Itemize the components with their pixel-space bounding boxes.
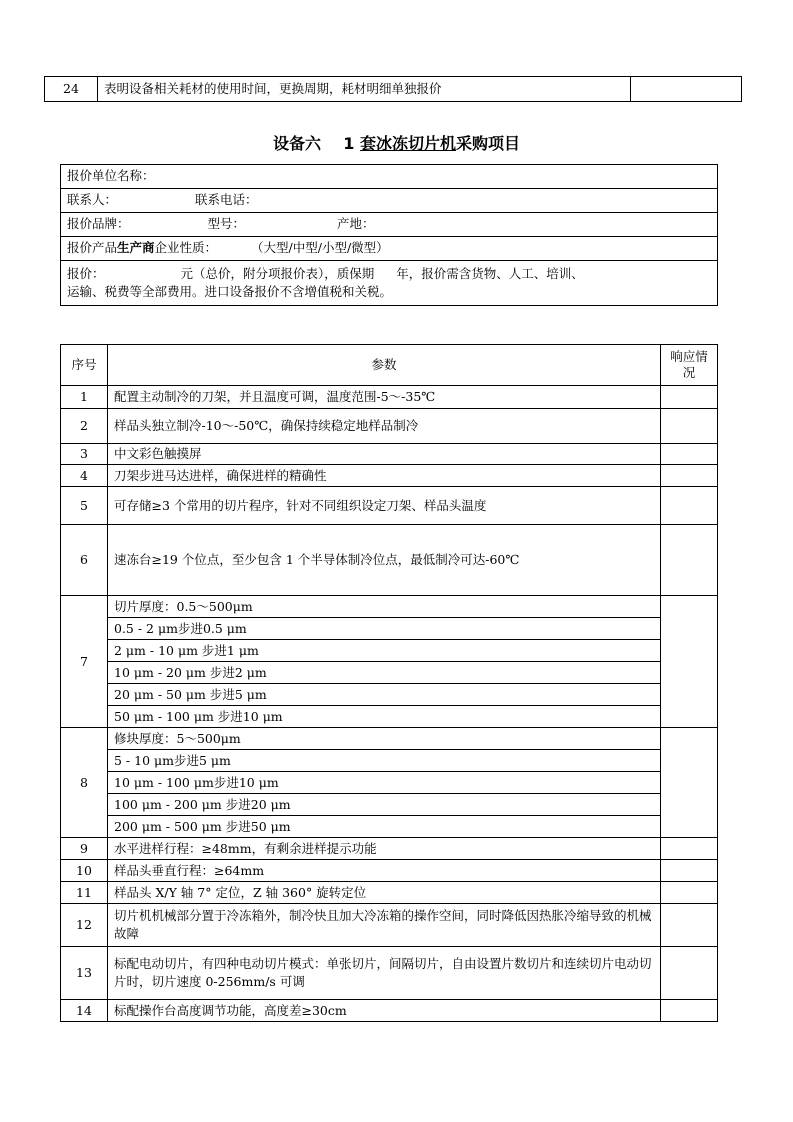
row-number: 11 — [61, 882, 108, 904]
row-number: 13 — [61, 947, 108, 1000]
table-row — [45, 77, 742, 102]
row-number: 7 — [61, 596, 108, 728]
response-cell — [661, 409, 718, 444]
row-number: 2 — [61, 409, 108, 444]
quote-phone: 联系电话： — [195, 192, 258, 208]
row-text: 50 μm - 100 μm 步进10 μm — [108, 706, 661, 728]
quote-contact-row — [61, 189, 718, 213]
row-number: 14 — [61, 1000, 108, 1022]
table-row — [61, 947, 718, 1000]
row-text: 样品头独立制冷-10～-50℃，确保持续稳定地样品制冷 — [108, 409, 661, 444]
table-row — [61, 1000, 718, 1022]
table-row — [61, 794, 718, 816]
table-row — [61, 237, 718, 261]
table-row — [61, 618, 718, 640]
header-no: 序号 — [61, 345, 108, 386]
row-text: 样品头 X/Y 轴 7° 定位，Z 轴 360° 旋转定位 — [108, 882, 661, 904]
table-row — [61, 662, 718, 684]
row-number: 6 — [61, 525, 108, 596]
row-text: 切片厚度：0.5～500μm — [108, 596, 661, 618]
table-row — [61, 261, 718, 306]
response-cell — [661, 1000, 718, 1022]
table-row — [61, 860, 718, 882]
table-row — [61, 165, 718, 189]
row-number: 3 — [61, 444, 108, 465]
table-row — [61, 409, 718, 444]
quote-origin: 产地： — [337, 216, 375, 232]
section-title — [0, 131, 793, 154]
response-cell — [661, 525, 718, 596]
table-row — [61, 465, 718, 487]
quote-form — [60, 164, 718, 306]
title-main: 套冰冻切片机 — [359, 134, 456, 153]
row-text: 可存储≥3 个常用的切片程序，针对不同组织设定刀架、样品头温度 — [108, 487, 661, 525]
row-number: 1 — [61, 386, 108, 409]
row-number: 10 — [61, 860, 108, 882]
previous-spec-table — [44, 76, 742, 102]
table-row — [61, 444, 718, 465]
row-text: 配置主动制冷的刀架，并且温度可调，温度范围-5～-35℃ — [108, 386, 661, 409]
quote-nature-row — [61, 237, 718, 261]
table-row — [61, 838, 718, 860]
row-number: 9 — [61, 838, 108, 860]
row-text: 标配操作台高度调节功能，高度差≥30cm — [108, 1000, 661, 1022]
row-text: 样品头垂直行程：≥64mm — [108, 860, 661, 882]
title-prefix: 设备六 — [272, 134, 321, 153]
quote-brand-row — [61, 213, 718, 237]
quote-nature-c: 企业性质： — [154, 240, 218, 256]
table-row — [61, 684, 718, 706]
table-row — [61, 596, 718, 618]
table-row — [61, 386, 718, 409]
row-number: 8 — [61, 728, 108, 838]
table-row — [61, 640, 718, 662]
row-text: 200 μm - 500 μm 步进50 μm — [108, 816, 661, 838]
row-number: 4 — [61, 465, 108, 487]
row-number: 12 — [61, 904, 108, 947]
header-response — [661, 345, 718, 386]
row-text: 10 μm - 20 μm 步进2 μm — [108, 662, 661, 684]
response-cell — [631, 77, 742, 102]
table-row — [61, 706, 718, 728]
table-row — [61, 816, 718, 838]
quote-brand: 报价品牌： — [67, 216, 130, 232]
response-cell — [661, 904, 718, 947]
quote-unit: 报价单位名称： — [61, 165, 718, 189]
quote-model: 型号： — [207, 216, 246, 232]
quote-price-row — [61, 261, 718, 306]
title-qty: 1 — [343, 134, 355, 153]
table-row — [61, 904, 718, 947]
response-cell — [661, 882, 718, 904]
table-row — [61, 728, 718, 750]
row-text: 水平进样行程：≥48mm，有剩余进样提示功能 — [108, 838, 661, 860]
table-row — [61, 213, 718, 237]
row-text: 修块厚度：5～500μm — [108, 728, 661, 750]
table-row — [61, 750, 718, 772]
quote-price-c: 年，报价需含货物、人工、培训、 — [396, 265, 584, 281]
quote-nature-b: 生产商 — [117, 240, 155, 256]
row-text: 20 μm - 50 μm 步进5 μm — [108, 684, 661, 706]
header-response-1: 响应情 — [670, 348, 708, 364]
row-text: 刀架步进马达进样，确保进样的精确性 — [108, 465, 661, 487]
response-cell — [661, 386, 718, 409]
quote-contact: 联系人： — [67, 192, 118, 208]
header-param: 参数 — [108, 345, 661, 386]
response-cell — [661, 444, 718, 465]
quote-price-a: 报价： — [67, 265, 105, 281]
header-response-2: 况 — [682, 365, 696, 380]
row-text: 中文彩色触摸屏 — [108, 444, 661, 465]
response-cell — [661, 860, 718, 882]
row-text: 0.5 - 2 μm步进0.5 μm — [108, 618, 661, 640]
row-text: 10 μm - 100 μm步进10 μm — [108, 772, 661, 794]
table-row — [61, 487, 718, 525]
response-cell — [661, 487, 718, 525]
response-cell — [661, 465, 718, 487]
quote-nature-a: 报价产品 — [67, 240, 118, 256]
response-cell — [661, 596, 718, 728]
response-cell — [661, 838, 718, 860]
row-text: 速冻台≥19 个位点，至少包含 1 个半导体制冷位点，最低制冷可达-60℃ — [108, 525, 661, 596]
row-text: 100 μm - 200 μm 步进20 μm — [108, 794, 661, 816]
quote-price-d: 运输、税费等全部费用。进口设备报价不含增值税和关税。 — [67, 284, 393, 299]
row-number: 24 — [45, 77, 98, 102]
response-cell — [661, 947, 718, 1000]
quote-nature-opts: （大型/中型/小型/微型） — [251, 240, 389, 256]
table-row — [61, 882, 718, 904]
row-text: 2 μm - 10 μm 步进1 μm — [108, 640, 661, 662]
response-cell — [661, 728, 718, 838]
table-header-row — [61, 345, 718, 386]
table-row — [61, 189, 718, 213]
table-row — [61, 772, 718, 794]
row-number: 5 — [61, 487, 108, 525]
title-suffix: 采购项目 — [456, 134, 521, 153]
table-row — [61, 525, 718, 596]
row-text: 标配电动切片，有四种电动切片模式：单张切片，间隔切片，自由设置片数切片和连续切片电动切片时，切片速度 0-256mm/s 可调 — [108, 947, 661, 1000]
row-text: 5 - 10 μm步进5 μm — [108, 750, 661, 772]
row-text: 表明设备相关耗材的使用时间，更换周期，耗材明细单独报价 — [98, 77, 631, 102]
quote-price-b: 元（总价，附分项报价表），质保期 — [180, 265, 375, 281]
spec-table — [60, 344, 718, 1022]
row-text: 切片机机械部分置于冷冻箱外，制冷快且加大冷冻箱的操作空间，同时降低因热胀冷缩导致的机械故障 — [108, 904, 661, 947]
